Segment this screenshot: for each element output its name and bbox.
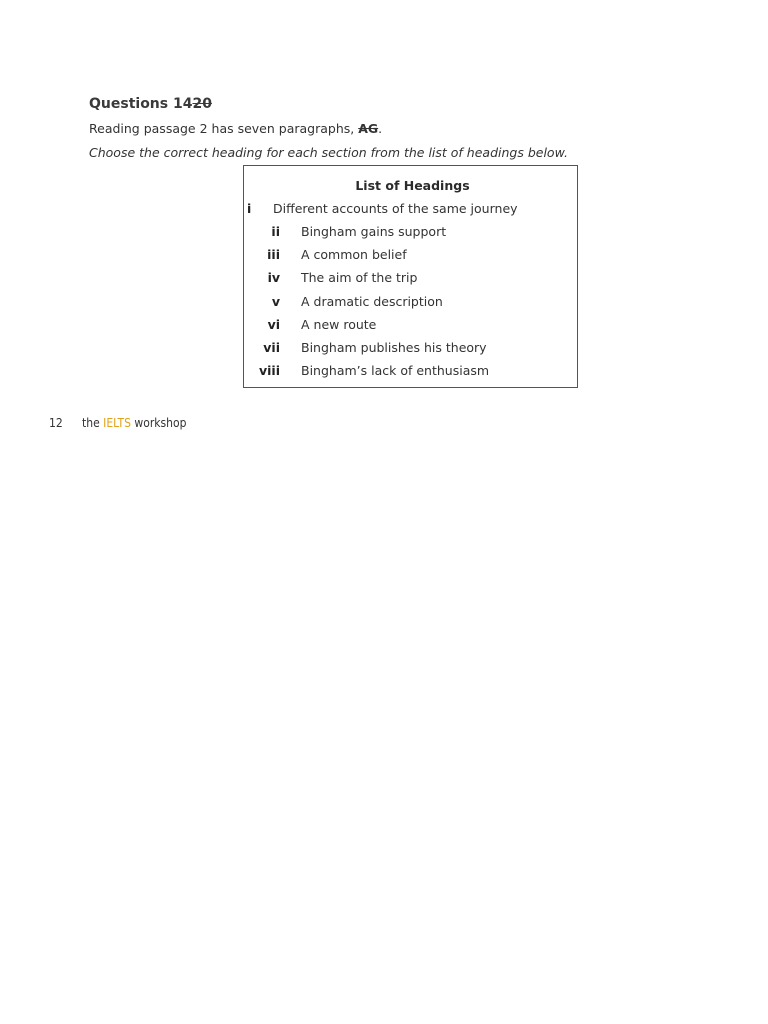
heading-text: A dramatic description (301, 294, 443, 309)
heading-numeral: vi (267, 317, 280, 332)
intro-suffix: . (378, 121, 383, 136)
heading-item-i (244, 201, 577, 221)
instruction-text: Choose the correct heading for each section from the list of headings below. (89, 145, 568, 160)
heading-item-iii (244, 247, 577, 267)
heading-item-viii (244, 363, 577, 383)
heading-numeral: viii (258, 363, 280, 378)
heading-item-ii (244, 224, 577, 244)
questions-title (89, 96, 212, 112)
heading-numeral: v (271, 294, 280, 309)
passage-intro (89, 121, 382, 136)
heading-text: A new route (301, 317, 377, 332)
heading-numeral: iii (267, 247, 280, 262)
heading-text: Different accounts of the same journey (273, 201, 518, 216)
intro-paragraph-range: AG (358, 121, 379, 136)
intro-prefix: Reading passage 2 has seven paragraphs, (89, 121, 359, 136)
heading-numeral: i (247, 201, 252, 216)
heading-item-v (244, 294, 577, 314)
heading-text: The aim of the trip (301, 270, 418, 285)
list-of-headings-box (243, 165, 578, 388)
brand-prefix: the (82, 416, 104, 430)
brand-suffix: workshop (130, 416, 187, 430)
heading-numeral: ii (271, 224, 280, 239)
heading-text: Bingham’s lack of enthusiasm (301, 363, 490, 378)
list-of-headings-title: List of Headings (355, 178, 470, 193)
heading-item-vii (244, 340, 577, 360)
heading-numeral: vii (263, 340, 280, 355)
heading-numeral: iv (267, 270, 280, 285)
heading-item-iv (244, 270, 577, 290)
page-number: 12 (49, 416, 63, 430)
brand-highlight: IELTS (103, 416, 131, 430)
page-footer (49, 416, 186, 430)
questions-title-prefix: Questions 14 (89, 96, 193, 112)
heading-text: Bingham gains support (301, 224, 447, 239)
heading-item-vi (244, 317, 577, 337)
heading-text: A common belief (301, 247, 407, 262)
heading-text: Bingham publishes his theory (301, 340, 487, 355)
questions-title-struck: 20 (192, 96, 212, 112)
